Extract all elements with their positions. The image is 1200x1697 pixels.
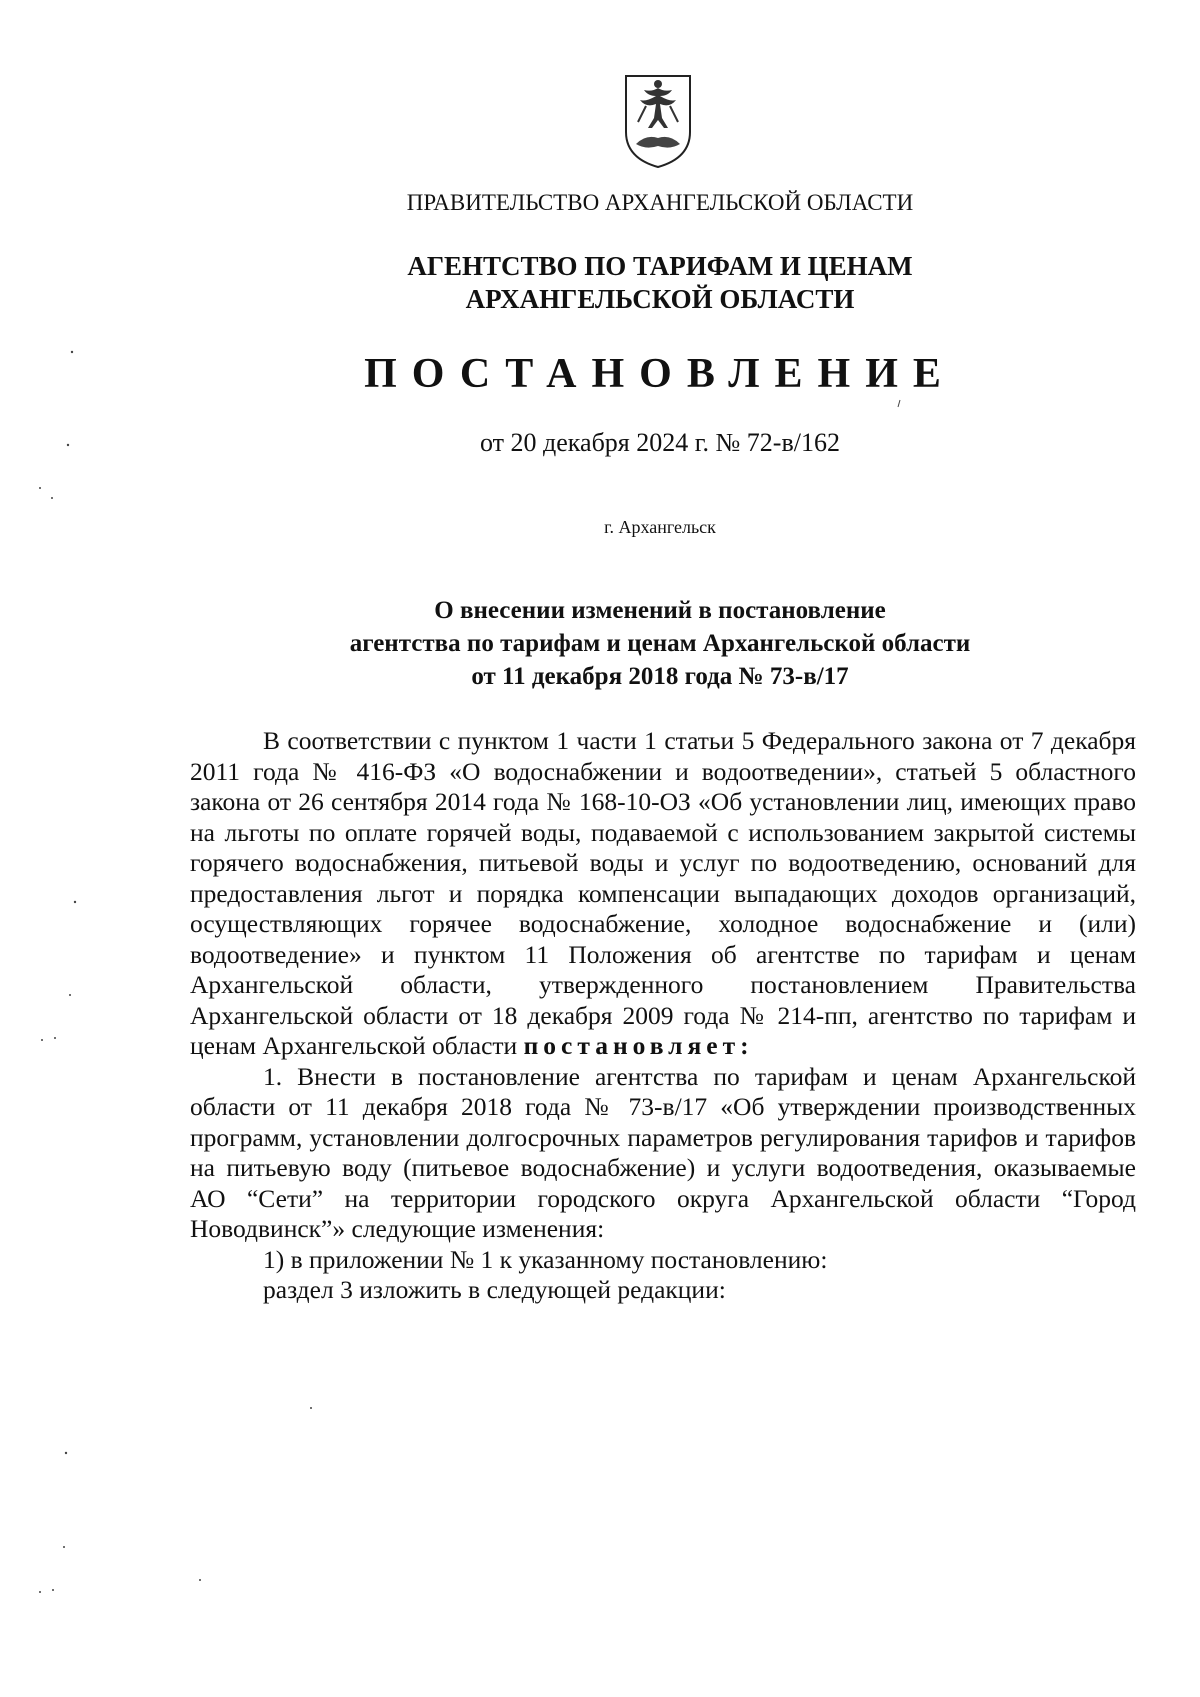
resolves-keyword: постановляет: (523, 1031, 754, 1060)
document-title-line2: агентства по тарифам и ценам Архангельской области (349, 630, 971, 657)
document-body (190, 726, 1136, 1306)
body-paragraph-preamble (190, 726, 1136, 1062)
document-title (180, 594, 1140, 693)
agency-heading-line2: АРХАНГЕЛЬСКОЙ ОБЛАСТИ (465, 284, 855, 314)
preamble-text: В соответствии с пунктом 1 части 1 статьи 5 Федерального закона от 7 декабря 2011 года № 416-ФЗ «О водоснабжении и водоотведении», статьей 5 областного закона от 26 сентября 2014 года № 168-10-ОЗ «Об установлении лиц, имеющих право на льготы по оплате горячей воды, подаваемой с использованием закрытой системы горячего водоснабжения, питьевой воды и услуг по водоотведению, оснований для предоставления льгот и порядка компенсации выпадающих доходов организаций, осуществляющих горячее водоснабжение, холодное водоснабжение и (или) водоотведение» и пунктом 11 Положения об агентстве по тарифам и ценам Архангельской области, утвержденного постановлением Правительства Архангельской области от 18 декабря 2009 года № 214-пп, агентство по тарифам и ценам Архангельской области (190, 726, 1136, 1060)
body-paragraph-item-1: 1. Внести в постановление агентства по тарифам и ценам Архангельской области от 11 декабря 2018 года № 73-в/17 «Об утверждении производственных программ, установлении долгосрочных параметров регулирования тарифов и тарифов на питьевую воду (питьевое водоснабжение) и услуги водоотведения, оказываемые АО “Сети” на территории городского округа Архангельской области “Город Новодвинск”» следующие изменения: (190, 1061, 1136, 1243)
document-type: ПОСТАНОВЛЕНИЕ (364, 351, 956, 397)
document-title-line1: О внесении изменений в постановление (434, 597, 886, 624)
coat-of-arms-icon (622, 70, 694, 170)
government-heading: ПРАВИТЕЛЬСТВО АРХАНГЕЛЬСКОЙ ОБЛАСТИ (406, 190, 914, 215)
body-paragraph-section-3: раздел 3 изложить в следующей редакции: (263, 1275, 726, 1304)
agency-heading (180, 250, 1140, 316)
document-city: г. Архангельск (604, 517, 716, 537)
document-date-number: от 20 декабря 2024 г. № 72-в/162 (480, 428, 840, 457)
agency-heading-line1: АГЕНТСТВО ПО ТАРИФАМ И ЦЕНАМ (407, 251, 913, 281)
body-paragraph-subitem-1: 1) в приложении № 1 к указанному постановлению: (263, 1244, 828, 1274)
document-title-line3: от 11 декабря 2018 года № 73-в/17 (471, 663, 849, 690)
